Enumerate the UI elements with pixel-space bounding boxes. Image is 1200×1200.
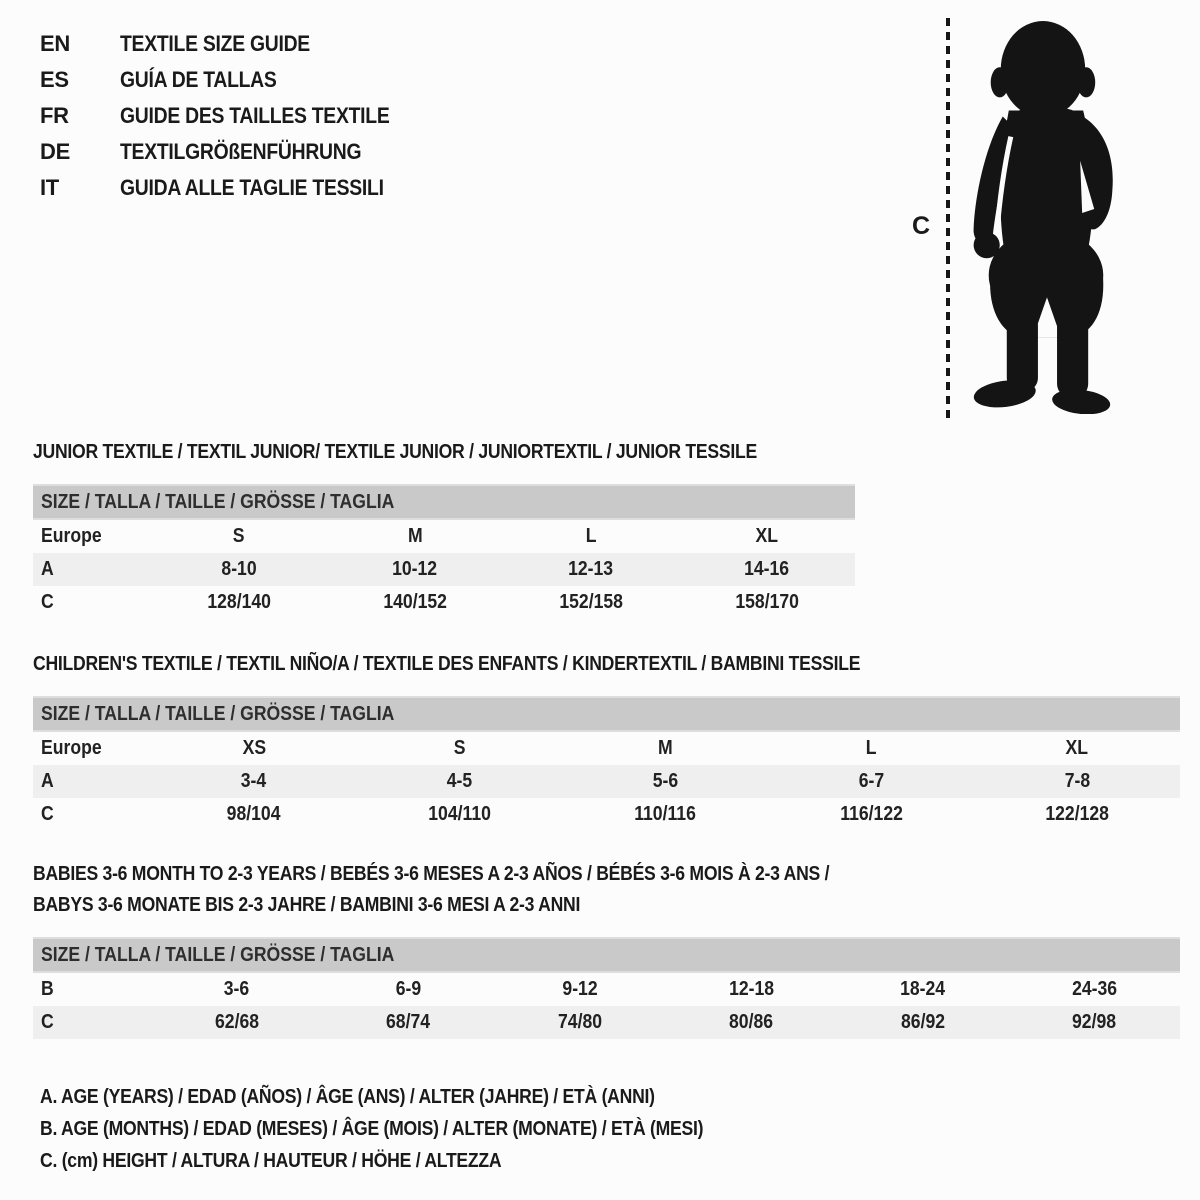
cell-value: 9-12	[562, 978, 598, 1000]
cell-value: 7-8	[1064, 770, 1090, 792]
table-cell	[151, 732, 357, 765]
section-title-text: BABIES 3-6 MONTH TO 2-3 YEARS / BEBÉS 3-6 MESES A 2-3 AÑOS / BÉBÉS 3-6 MOIS À 2-3 ANS /	[33, 863, 830, 885]
section-title-line	[33, 437, 855, 468]
cell-value: 122/128	[1045, 803, 1109, 825]
toddler-silhouette-icon	[960, 12, 1140, 414]
table-cell	[837, 973, 1009, 1006]
size-section	[33, 649, 1180, 831]
legend-line	[40, 1145, 1200, 1177]
language-code: ES	[40, 67, 69, 92]
cell-value: M	[407, 525, 423, 547]
size-header-text: SIZE / TALLA / TAILLE / GRÖSSE / TAGLIA	[41, 491, 395, 513]
language-code: EN	[40, 31, 70, 56]
row-label	[33, 798, 151, 831]
row-label-text: A	[41, 770, 54, 792]
legend-line	[40, 1113, 1200, 1145]
legend-text: C. (cm) HEIGHT / ALTURA / HAUTEUR / HÖHE / ALTEZZA	[40, 1150, 502, 1172]
table-cell	[503, 553, 679, 586]
row-label	[33, 1006, 151, 1039]
height-dashed-line	[946, 18, 950, 420]
table-row	[33, 1006, 1180, 1039]
table-cell	[323, 1006, 495, 1039]
cell-value: XS	[242, 737, 266, 759]
section-title-text: BABYS 3-6 MONATE BIS 2-3 JAHRE / BAMBINI 3-6 MESI A 2-3 ANNI	[33, 894, 581, 916]
row-label	[33, 732, 151, 765]
page-header	[0, 0, 1200, 437]
table-cell	[563, 732, 769, 765]
language-row	[40, 98, 426, 134]
table-row	[33, 553, 855, 586]
row-label-text: Europe	[41, 525, 102, 547]
size-section	[33, 437, 855, 619]
row-label	[33, 553, 151, 586]
row-label-text: C	[41, 591, 54, 613]
table-cell	[768, 732, 974, 765]
table-cell	[357, 732, 563, 765]
cell-value: L	[585, 525, 597, 547]
table-row	[33, 520, 855, 553]
table-cell	[151, 798, 357, 831]
cell-value: 140/152	[383, 591, 447, 613]
cell-value: 128/140	[207, 591, 271, 613]
cell-value: 80/86	[729, 1011, 774, 1033]
cell-value: 24-36	[1071, 978, 1117, 1000]
table-cell	[151, 520, 327, 553]
section-title-line	[33, 859, 1180, 890]
cell-value: 6-7	[858, 770, 884, 792]
table-cell	[1009, 973, 1181, 1006]
table-cell	[666, 973, 838, 1006]
cell-value: 14-16	[744, 558, 790, 580]
table-cell	[327, 520, 503, 553]
cell-value: S	[233, 525, 245, 547]
table-cell	[563, 765, 769, 798]
table-cell	[679, 586, 855, 619]
table-cell	[151, 973, 323, 1006]
table-cell	[1009, 1006, 1181, 1039]
section-title-text: JUNIOR TEXTILE / TEXTIL JUNIOR/ TEXTILE JUNIOR / JUNIORTEXTIL / JUNIOR TESSILE	[33, 441, 757, 463]
table-cell	[357, 765, 563, 798]
cell-value: 8-10	[221, 558, 257, 580]
row-label-text: B	[41, 978, 54, 1000]
cell-value: XL	[1065, 737, 1089, 759]
language-row	[40, 170, 426, 206]
table-row	[33, 586, 855, 619]
cell-value: 158/170	[735, 591, 799, 613]
table-row	[33, 765, 1180, 798]
row-label-text: C	[41, 803, 54, 825]
size-header-text: SIZE / TALLA / TAILLE / GRÖSSE / TAGLIA	[41, 944, 395, 966]
table-cell	[151, 1006, 323, 1039]
table-cell	[503, 520, 679, 553]
cell-value: 10-12	[392, 558, 438, 580]
cell-value: 12-18	[728, 978, 774, 1000]
measure-legend	[40, 1081, 1200, 1177]
cell-value: L	[865, 737, 877, 759]
section-title-line	[33, 890, 1180, 921]
size-header-text: SIZE / TALLA / TAILLE / GRÖSSE / TAGLIA	[41, 703, 395, 725]
language-row	[40, 26, 426, 62]
cell-value: M	[658, 737, 673, 759]
language-title: TEXTILE SIZE GUIDE	[120, 31, 310, 56]
row-label-text: A	[41, 558, 54, 580]
table-row	[33, 973, 1180, 1006]
language-row	[40, 62, 426, 98]
table-cell	[151, 586, 327, 619]
table-cell	[679, 520, 855, 553]
language-code: IT	[40, 175, 59, 200]
cell-value: 92/98	[1072, 1011, 1117, 1033]
legend-line	[40, 1081, 1200, 1113]
height-figure	[888, 10, 1154, 422]
cell-value: 5-6	[652, 770, 679, 792]
row-label-text: C	[41, 1011, 54, 1033]
row-label	[33, 765, 151, 798]
table-cell	[679, 553, 855, 586]
cell-value: 98/104	[226, 803, 281, 825]
section-title	[33, 649, 1180, 680]
table-cell	[151, 765, 357, 798]
language-title: GUÍA DE TALLAS	[120, 67, 277, 92]
cell-value: XL	[755, 525, 779, 547]
cell-value: 68/74	[386, 1011, 431, 1033]
cell-value: 74/80	[557, 1011, 602, 1033]
cell-value: 4-5	[446, 770, 473, 792]
language-list	[40, 26, 426, 206]
size-table	[33, 520, 855, 619]
cell-value: 12-13	[568, 558, 614, 580]
table-cell	[974, 765, 1180, 798]
table-row	[33, 732, 1180, 765]
language-title: GUIDE DES TAILLES TEXTILE	[120, 103, 390, 128]
table-cell	[837, 1006, 1009, 1039]
language-code: DE	[40, 139, 70, 164]
cell-value: 6-9	[395, 978, 421, 1000]
cell-value: 86/92	[900, 1011, 945, 1033]
size-header-band	[33, 484, 855, 520]
height-measure-label: C	[912, 212, 931, 240]
size-sections	[0, 437, 1200, 1039]
row-label	[33, 586, 151, 619]
cell-value: 18-24	[900, 978, 946, 1000]
table-cell	[666, 1006, 838, 1039]
cell-value: 104/110	[428, 803, 492, 825]
language-title: TEXTILGRÖßENFÜHRUNG	[120, 139, 362, 164]
legend-text: A. AGE (YEARS) / EDAD (AÑOS) / ÂGE (ANS) / ALTER (JAHRE) / ETÀ (ANNI)	[40, 1086, 655, 1108]
size-section	[33, 859, 1180, 1039]
section-title	[33, 437, 855, 468]
table-cell	[494, 973, 666, 1006]
table-cell	[357, 798, 563, 831]
section-title-line	[33, 649, 1180, 680]
language-row	[40, 134, 426, 170]
row-label	[33, 520, 151, 553]
table-cell	[323, 973, 495, 1006]
table-cell	[503, 586, 679, 619]
cell-value: 62/68	[214, 1011, 259, 1033]
table-cell	[494, 1006, 666, 1039]
legend-text: B. AGE (MONTHS) / EDAD (MESES) / ÂGE (MOIS) / ALTER (MONATE) / ETÀ (MESI)	[40, 1118, 704, 1140]
row-label-text: Europe	[41, 737, 102, 759]
cell-value: S	[453, 737, 466, 759]
cell-value: 3-4	[241, 770, 267, 792]
table-row	[33, 798, 1180, 831]
table-cell	[974, 732, 1180, 765]
size-header-band	[33, 696, 1180, 732]
section-title-text: CHILDREN'S TEXTILE / TEXTIL NIÑO/A / TEXTILE DES ENFANTS / KINDERTEXTIL / BAMBINI TESSILE	[33, 653, 861, 675]
size-header-band	[33, 937, 1180, 973]
table-cell	[768, 765, 974, 798]
language-code: FR	[40, 103, 69, 128]
cell-value: 110/116	[634, 803, 697, 825]
size-table	[33, 732, 1180, 831]
cell-value: 116/122	[839, 803, 903, 825]
table-cell	[327, 586, 503, 619]
table-cell	[768, 798, 974, 831]
table-cell	[974, 798, 1180, 831]
table-cell	[327, 553, 503, 586]
size-table	[33, 973, 1180, 1039]
language-title: GUIDA ALLE TAGLIE TESSILI	[120, 175, 384, 200]
cell-value: 3-6	[224, 978, 250, 1000]
section-title	[33, 859, 1180, 921]
cell-value: 152/158	[559, 591, 623, 613]
row-label	[33, 973, 151, 1006]
table-cell	[151, 553, 327, 586]
table-cell	[563, 798, 769, 831]
